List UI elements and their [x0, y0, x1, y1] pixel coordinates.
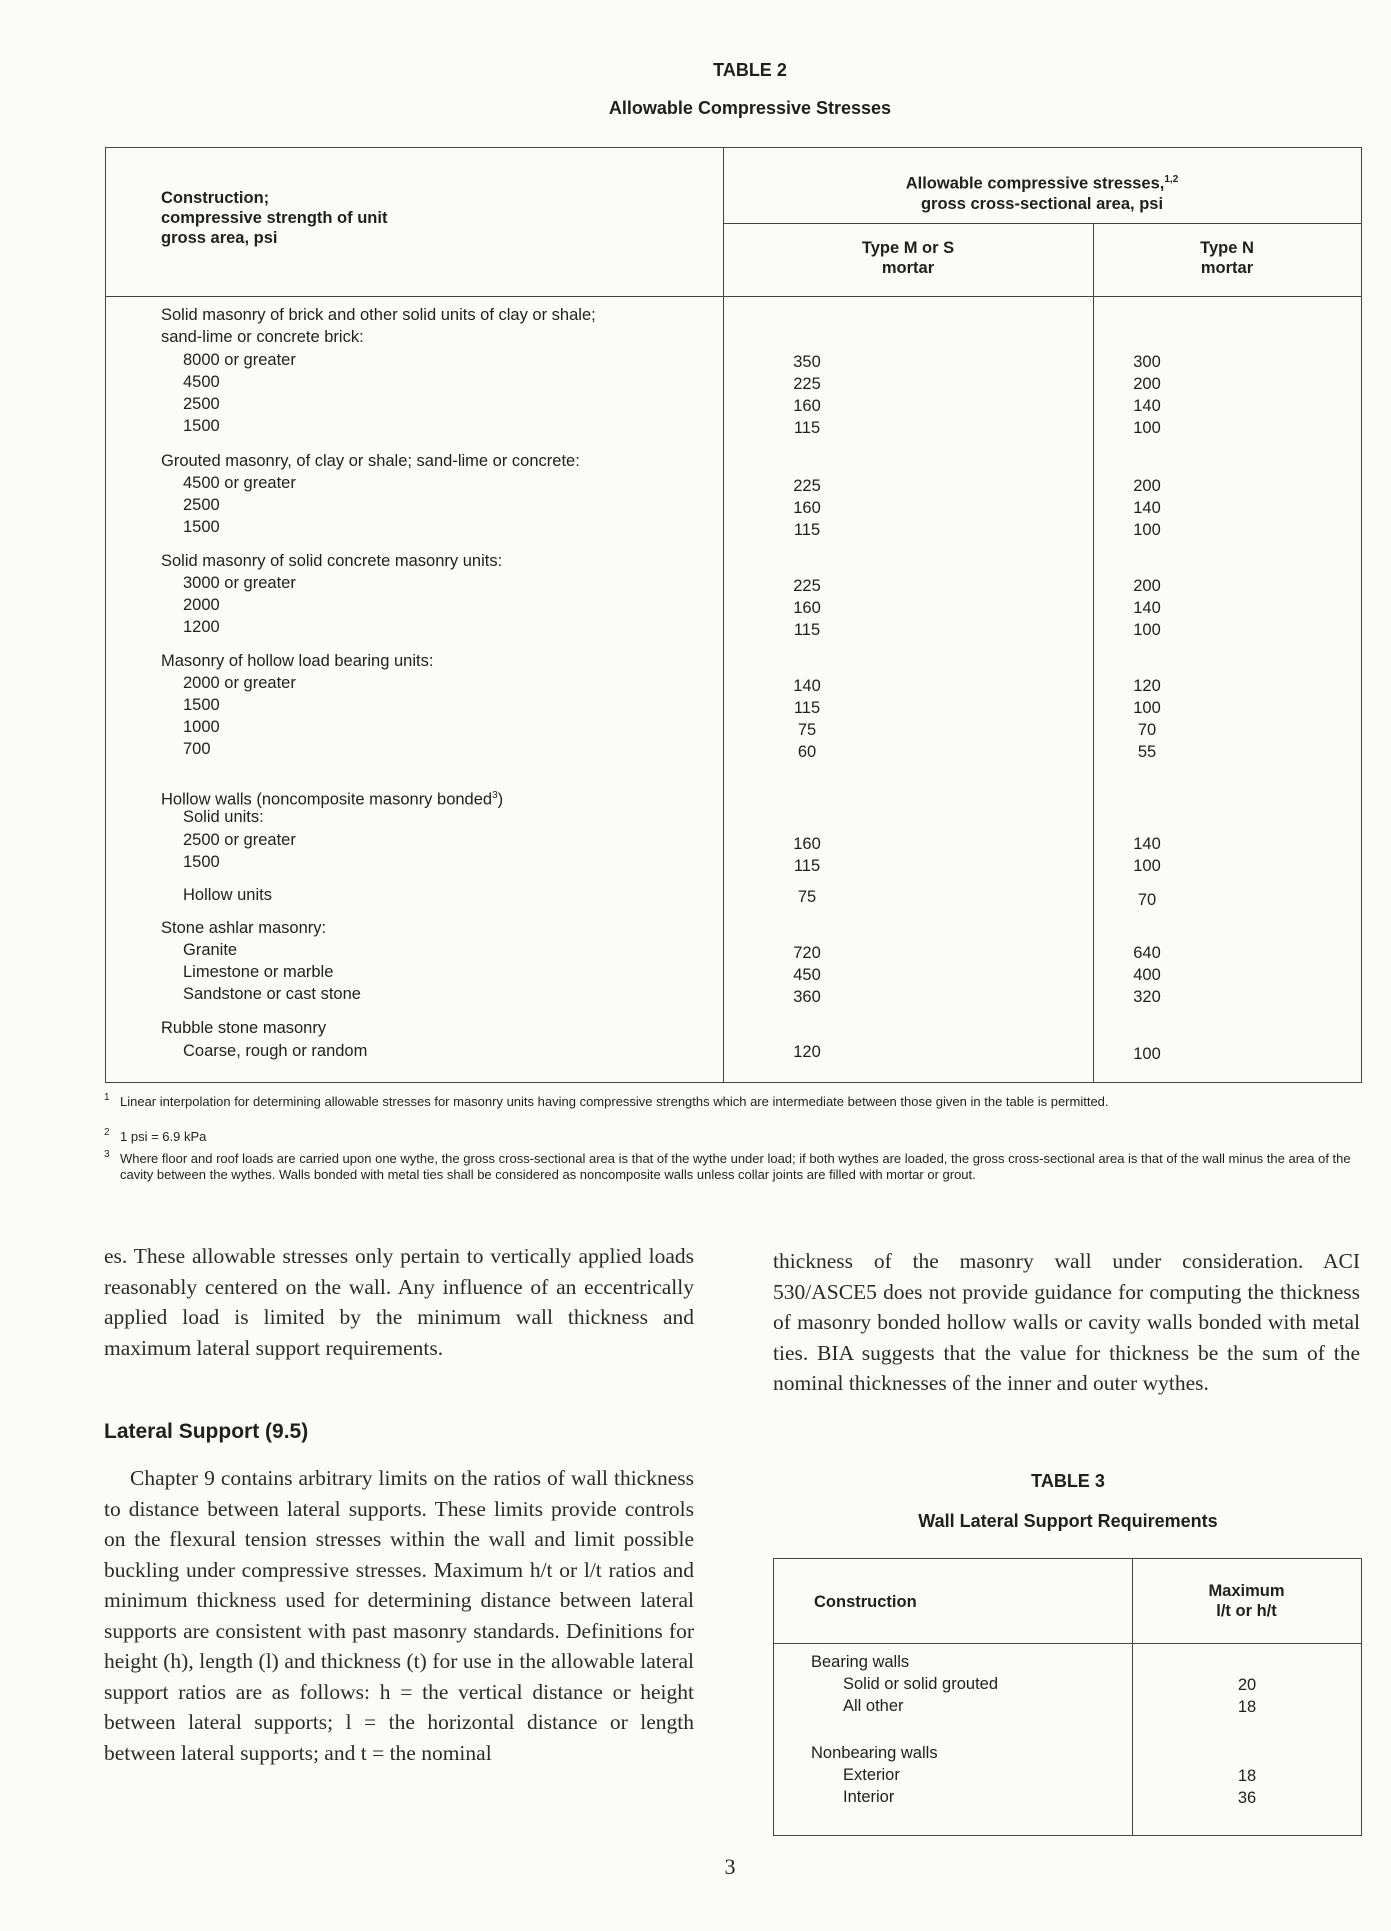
table2-cell-type-m-s: 350 — [793, 353, 821, 371]
table2-row-label: 1500 — [183, 696, 220, 714]
section-heading-lateral-support: Lateral Support (9.5) — [104, 1420, 309, 1443]
table3-title: TABLE 3 — [1031, 1471, 1105, 1491]
table2-cell-type-n: 140 — [1133, 835, 1161, 853]
table2-header-construction: Construction; compressive strength of unit gross area, psi — [161, 189, 388, 247]
table3-cell-value: 20 — [1237, 1676, 1257, 1694]
table2-row-label: Coarse, rough or random — [183, 1042, 368, 1060]
table3-row-label: Interior — [843, 1788, 895, 1806]
table2-row-label: 4500 or greater — [183, 474, 296, 492]
table2-cell-type-m-s: 225 — [793, 577, 821, 595]
table2-cell-type-m-s: 160 — [793, 397, 821, 415]
table2-hline-group — [723, 223, 1361, 224]
table2-section-title: Hollow walls (noncomposite masonry bonded$^3$) — [161, 790, 504, 809]
table3-header-construction: Construction — [814, 1593, 917, 1611]
table2-cell-type-m-s: 140 — [793, 677, 821, 695]
table2-section-title: Masonry of hollow load bearing units: — [161, 652, 434, 670]
table3-row-label: Exterior — [843, 1766, 900, 1784]
table2-cell-type-n: 140 — [1133, 599, 1161, 617]
table2-cell-type-m-s: 115 — [793, 621, 821, 639]
table2-cell-type-n: 140 — [1133, 397, 1161, 415]
table2-cell-type-n: 100 — [1133, 521, 1161, 539]
body-paragraph: Chapter 9 contains arbitrary limits on the ratios of wall thickness to distance between lateral supports. These limits provide controls on the flexural tension stresses within the wall and limit possible buckling under compressive stresses. Maximum h/t or l/t ratios and minimum thickness used for determining distance between lateral supports are consistent with past masonry standards. Definitions for height (h), length (l) and thickness (t) for use in the allowable lateral support ratios are as follows: h = the vertical distance or height between lateral supports; l = the horizontal distance or length between lateral supports; and t = the nominal — [104, 1466, 694, 1765]
table2-cell-type-n: 100 — [1133, 699, 1161, 717]
body-paragraph: thickness of the masonry wall under consideration. ACI 530/ASCE5 does not provide guidance for computing the thickness of masonry bonded hollow walls or cavity walls bonded with metal ties. BIA suggests that the value for thickness be the sum of the nominal thicknesses of the inner and outer wythes. — [773, 1249, 1360, 1395]
table3-cell-value: 18 — [1237, 1767, 1257, 1785]
table2-cell-type-n: 100 — [1133, 1045, 1161, 1063]
table2-row-label: 4500 — [183, 373, 220, 391]
table2-cell-type-n: 120 — [1133, 677, 1161, 695]
table2-row-label: 2500 — [183, 395, 220, 413]
table2-cell-type-n: 100 — [1133, 419, 1161, 437]
table2-cell-type-n: 100 — [1133, 857, 1161, 875]
table2-row-label: 1500 — [183, 518, 220, 536]
table2-section-title: Grouted masonry, of clay or shale; sand-lime or concrete: — [161, 452, 580, 470]
table2-row-label: 1500 — [183, 853, 220, 871]
table2-section-title: sand-lime or concrete brick: — [161, 328, 364, 346]
table2-row-label: 700 — [183, 740, 211, 758]
table3-group-title: Bearing walls — [811, 1653, 910, 1671]
table2-cell-type-m-s: 75 — [797, 888, 817, 906]
table2-cell-type-m-s: 75 — [797, 721, 817, 739]
table2-cell-type-m-s: 115 — [793, 699, 821, 717]
body-paragraph: es. These allowable stresses only pertain to vertically applied loads reasonably centered on the wall. Any influence of an eccentrically applied load is limited by the minimum wall thickness and maximum lateral support requirements. — [104, 1244, 694, 1360]
table2-row-label: 8000 or greater — [183, 351, 296, 369]
table2-row-label: Hollow units — [183, 886, 272, 904]
table3-subtitle: Wall Lateral Support Requirements — [918, 1511, 1218, 1531]
table2-cell-type-n: 140 — [1133, 499, 1161, 517]
table2-header-group: Allowable compressive stresses,$^{1,2}$ gross cross-sectional area, psi — [905, 174, 1179, 213]
table2-cell-type-n: 400 — [1133, 966, 1161, 984]
table3-group-title: Nonbearing walls — [811, 1744, 938, 1762]
table2-row-label: 1000 — [183, 718, 220, 736]
table2-cell-type-n: 300 — [1133, 353, 1161, 371]
table2-cell-type-n: 70 — [1137, 721, 1157, 739]
table2-subtitle: Allowable Compressive Stresses — [608, 98, 892, 118]
table2-cell-type-n: 100 — [1133, 621, 1161, 639]
table2-row-label: 2500 or greater — [183, 831, 296, 849]
page-number: 3 — [724, 1854, 736, 1879]
table2-row-label: 2500 — [183, 496, 220, 514]
table2-cell-type-m-s: 60 — [797, 743, 817, 761]
table2-row-label: Granite — [183, 941, 238, 959]
table3-cell-value: 18 — [1237, 1698, 1257, 1716]
table2-cell-type-n: 200 — [1133, 477, 1161, 495]
table3-row-label: Solid or solid grouted — [843, 1675, 999, 1693]
table2-section-title: Rubble stone masonry — [161, 1019, 327, 1037]
table2-header-type-m-s: Type M or S mortar — [861, 239, 955, 277]
table3-row-label: All other — [843, 1697, 904, 1715]
table2-cell-type-n: 640 — [1133, 944, 1161, 962]
table2-section-title: Stone ashlar masonry: — [161, 919, 327, 937]
table2-cell-type-n: 200 — [1133, 577, 1161, 595]
table2-cell-type-m-s: 360 — [793, 988, 821, 1006]
table2-cell-type-m-s: 160 — [793, 835, 821, 853]
table2-cell-type-m-s: 115 — [793, 419, 821, 437]
table2-cell-type-n: 55 — [1137, 743, 1157, 761]
table2-cell-type-m-s: 120 — [793, 1043, 821, 1061]
table2-row-label: 2000 — [183, 596, 220, 614]
table2-cell-type-n: 320 — [1133, 988, 1161, 1006]
table2-title: TABLE 2 — [713, 60, 787, 80]
table2-cell-type-m-s: 450 — [793, 966, 821, 984]
table2-footnote: 1 Linear interpolation for determining allowable stresses for masonry units having compressive strengths which are intermediate between those given in the table is permitted. — [104, 1092, 1109, 1109]
table2-cell-type-m-s: 115 — [793, 521, 821, 539]
table2-cell-type-m-s: 160 — [793, 499, 821, 517]
table2-cell-type-m-s: 115 — [793, 857, 821, 875]
table2-row-label: 1200 — [183, 618, 220, 636]
table2-footnote: 3 Where floor and roof loads are carried upon one wythe, the gross cross-sectional area is that of the wythe under load; if both wythes are loaded, the gross cross-sectional area is that of the wall minus the area of the cavity between the wythes. Walls bonded with metal ties shall be considered as noncomposite walls unless collar joints are filled with mortar or grout. — [104, 1149, 1351, 1182]
table3-header-maximum: Maximum l/t or h/t — [1208, 1582, 1285, 1620]
table2-cell-type-m-s: 720 — [793, 944, 821, 962]
table2-section-title: Solid masonry of brick and other solid units of clay or shale; — [161, 306, 596, 324]
table2-vline-2b — [1093, 296, 1094, 1082]
table2-vline-1b — [723, 296, 724, 1082]
table2-header-type-n: Type N mortar — [1200, 239, 1254, 277]
table2-row-label: Solid units: — [183, 808, 264, 826]
table3-hline-header — [774, 1643, 1361, 1644]
table2-row-label: 2000 or greater — [183, 674, 296, 692]
table2-cell-type-n: 200 — [1133, 375, 1161, 393]
table2-cell-type-n: 70 — [1137, 891, 1157, 909]
table2-section-title: Solid masonry of solid concrete masonry units: — [161, 552, 503, 570]
table2-cell-type-m-s: 225 — [793, 477, 821, 495]
table3-cell-value: 36 — [1237, 1789, 1257, 1807]
table2-cell-type-m-s: 160 — [793, 599, 821, 617]
table2-cell-type-m-s: 225 — [793, 375, 821, 393]
table2-row-label: 1500 — [183, 417, 220, 435]
table2-hline-header — [106, 296, 1361, 297]
table2-row-label: Sandstone or cast stone — [183, 985, 361, 1003]
table2-row-label: Limestone or marble — [183, 963, 334, 981]
table2-footnote: 2 1 psi = 6.9 kPa — [104, 1127, 207, 1144]
table2-row-label: 3000 or greater — [183, 574, 296, 592]
